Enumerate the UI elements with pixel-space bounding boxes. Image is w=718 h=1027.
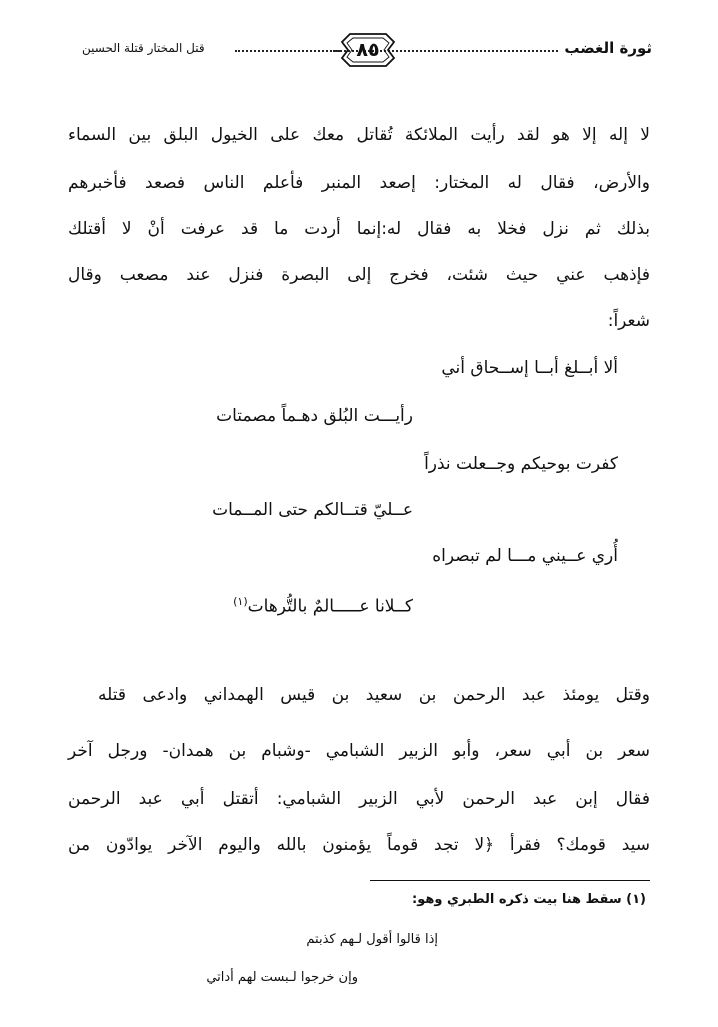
paragraph-line: شعراً: bbox=[607, 311, 650, 331]
header-dotted-leader-left bbox=[235, 50, 340, 52]
poem-verse: عــليّ قتــالكم حتى المــمات bbox=[212, 500, 413, 520]
footnote-reference[interactable]: (١) bbox=[233, 595, 248, 608]
paragraph-line: سيد قومك؟ فقرأ ﴿لا تجد قوماً يؤمنون بالله واليوم الآخر يوادّون من bbox=[68, 835, 650, 855]
poem-verse-with-note bbox=[233, 589, 413, 620]
running-header-chapter-title: قتل المختار قتلة الحسين bbox=[82, 41, 205, 55]
paragraph-line: سعر بن أبي سعر، وأبو الزبير الشبامي -وشبام بن همدان- ورجل آخر bbox=[68, 741, 650, 761]
paragraph-line: بذلك ثم نزل فخلا به فقال له:إنما أردت ما قد عرفت أنْ لا أقتلك bbox=[68, 219, 650, 239]
paragraph-line: وقتل يومئذ عبد الرحمن بن سعيد بن قيس الهمداني وادعى قتله bbox=[98, 685, 650, 705]
footnote-verse: إذا قالوا أقول لـهم كذبتم bbox=[306, 932, 438, 947]
running-header-book-title: ثورة الغضب bbox=[564, 39, 652, 57]
poem-verse: رأيـــت البُلق دهـماً مصمتات bbox=[216, 406, 413, 426]
poem-verse: أُري عــيني مـــا لم تبصراه bbox=[432, 546, 618, 566]
paragraph-line: فإذهب عني حيث شئت، فخرج إلى البصرة فنزل عند مصعب وقال bbox=[68, 265, 650, 285]
poem-verse: ألا أبــلغ أبــا إســحاق أني bbox=[441, 358, 618, 378]
poem-verse: كفرت بوحيكم وجــعلت نذراً bbox=[424, 454, 618, 474]
footnote-separator bbox=[370, 880, 650, 881]
paragraph-line: لا إله إلا هو لقد رأيت الملائكة تُقاتل معك على الخيول البلق بين السماء bbox=[68, 125, 650, 145]
paragraph-line: فقال إبن عبد الرحمن لأبي الزبير الشبامي: أتقتل أبي عبد الرحمن bbox=[68, 789, 650, 809]
page-number: ٨٥ bbox=[356, 39, 380, 61]
footnote-verse: وإن خرجوا لـبست لهم أداتي bbox=[206, 970, 358, 985]
page-number-ornament bbox=[336, 28, 400, 72]
paragraph-line: والأرض، فقال له المختار: إصعد المنبر فأعلم الناس فصعد فأخبرهم bbox=[68, 173, 650, 193]
footnote-text: (١) سقط هنا بيت ذكره الطبري وهو: bbox=[412, 892, 646, 907]
poem-verse-text: كــلانا عـــــالمٌ بالتُّرهات bbox=[247, 596, 413, 617]
